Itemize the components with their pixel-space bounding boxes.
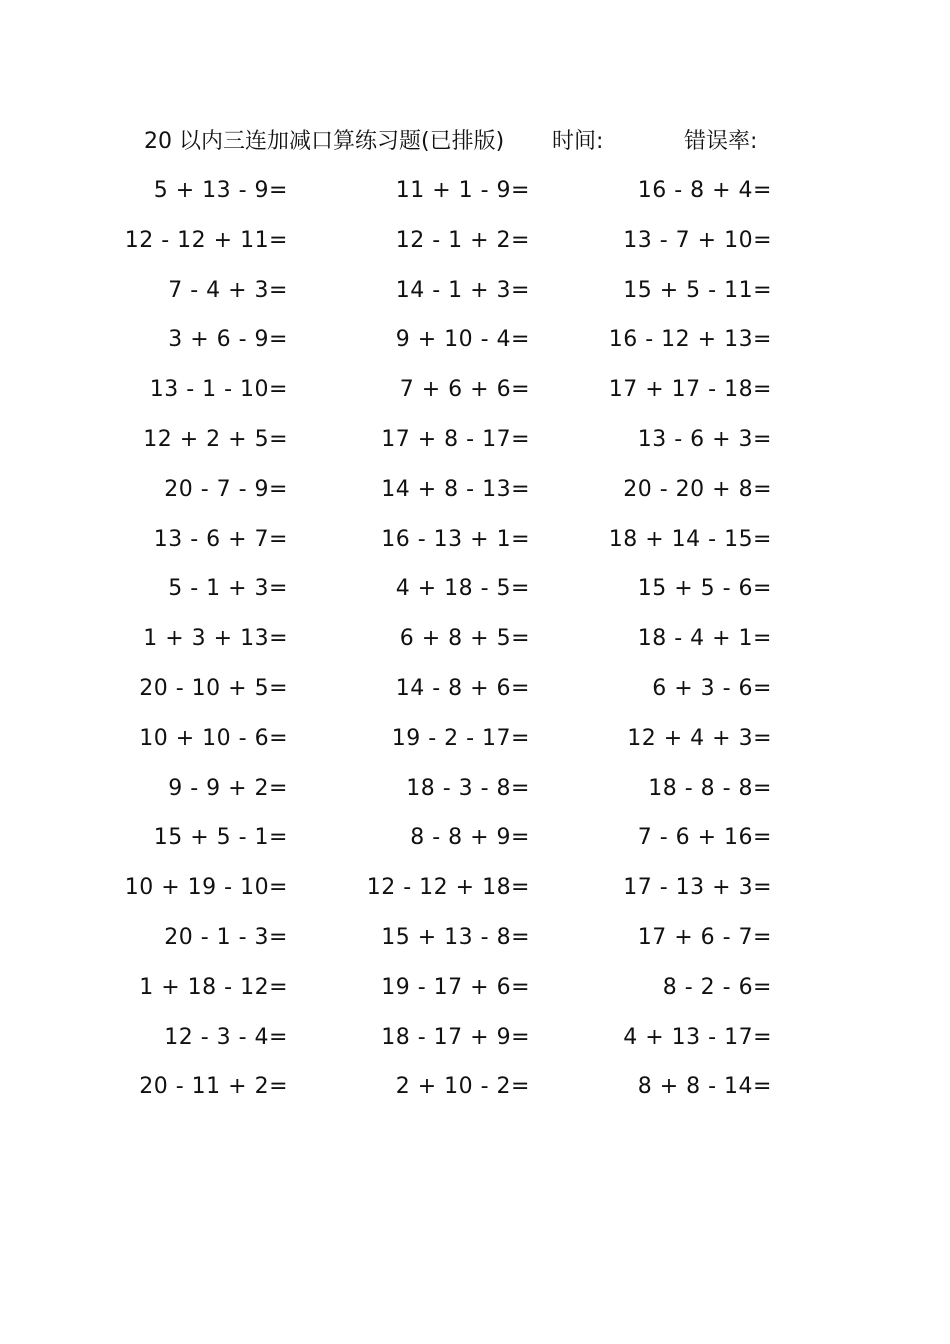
worksheet-title: 20 以内三连加减口算练习题(已排版) <box>144 129 505 154</box>
math-problem: 12 - 12 + 18= <box>366 875 530 901</box>
math-problem: 15 + 5 - 1= <box>153 825 288 851</box>
math-problem: 3 + 6 - 9= <box>168 327 288 353</box>
math-problem: 11 + 1 - 9= <box>395 178 530 203</box>
problem-row <box>0 623 950 673</box>
math-problem: 18 - 17 + 9= <box>381 1024 530 1050</box>
math-problem: 10 + 19 - 10= <box>124 875 288 901</box>
math-problem: 18 - 3 - 8= <box>406 775 530 801</box>
problem-row <box>0 773 950 823</box>
math-problem: 7 - 6 + 16= <box>637 825 772 851</box>
math-problem: 15 + 5 - 11= <box>623 277 772 303</box>
problem-row <box>0 922 950 972</box>
problem-row <box>0 822 950 872</box>
math-problem: 8 - 2 - 6= <box>662 974 772 1000</box>
math-problem: 13 - 7 + 10= <box>623 227 772 253</box>
math-problem: 6 + 3 - 6= <box>652 675 772 701</box>
math-problem: 17 + 6 - 7= <box>637 924 772 950</box>
math-problem: 16 - 12 + 13= <box>608 327 772 353</box>
math-problem: 20 - 20 + 8= <box>623 476 772 502</box>
math-problem: 20 - 7 - 9= <box>164 476 288 502</box>
math-problem: 9 + 10 - 4= <box>395 327 530 353</box>
problem-row <box>0 723 950 773</box>
time-label: 时间: <box>552 129 604 154</box>
problem-row <box>0 424 950 474</box>
problem-row <box>0 175 950 225</box>
math-problem: 18 - 8 - 8= <box>648 775 772 801</box>
math-problem: 12 - 1 + 2= <box>395 227 530 253</box>
math-problem: 14 + 8 - 13= <box>381 476 530 502</box>
problem-row <box>0 1022 950 1072</box>
math-problem: 1 + 18 - 12= <box>139 974 288 1000</box>
problem-row <box>0 673 950 723</box>
math-problem: 15 + 5 - 6= <box>637 576 772 602</box>
math-problem: 4 + 13 - 17= <box>623 1024 772 1050</box>
math-problem: 14 - 1 + 3= <box>395 277 530 303</box>
problem-row <box>0 872 950 922</box>
math-problem: 12 - 3 - 4= <box>164 1024 288 1050</box>
math-problem: 5 + 13 - 9= <box>153 178 288 203</box>
math-problem: 19 - 2 - 17= <box>391 725 530 751</box>
error-rate-label: 错误率: <box>684 129 758 154</box>
math-problem: 20 - 10 + 5= <box>139 675 288 701</box>
problem-row <box>0 275 950 325</box>
math-problem: 16 - 13 + 1= <box>381 526 530 552</box>
math-problem: 6 + 8 + 5= <box>399 626 530 652</box>
problem-row <box>0 225 950 275</box>
problem-grid <box>0 175 950 1121</box>
problem-row <box>0 374 950 424</box>
worksheet-header <box>144 126 844 158</box>
problem-row <box>0 573 950 623</box>
math-problem: 10 + 10 - 6= <box>139 725 288 751</box>
problem-row <box>0 524 950 574</box>
math-problem: 14 - 8 + 6= <box>395 675 530 701</box>
problem-row <box>0 474 950 524</box>
math-problem: 7 - 4 + 3= <box>168 277 288 303</box>
problem-row <box>0 972 950 1022</box>
math-problem: 2 + 10 - 2= <box>395 1074 530 1100</box>
math-problem: 17 - 13 + 3= <box>623 875 772 901</box>
math-problem: 18 + 14 - 15= <box>608 526 772 552</box>
math-problem: 19 - 17 + 6= <box>381 974 530 1000</box>
math-problem: 15 + 13 - 8= <box>381 924 530 950</box>
math-problem: 13 - 6 + 7= <box>153 526 288 552</box>
math-problem: 12 - 12 + 11= <box>124 227 288 253</box>
math-problem: 8 + 8 - 14= <box>637 1074 772 1100</box>
math-problem: 1 + 3 + 13= <box>143 626 288 652</box>
math-problem: 7 + 6 + 6= <box>399 377 530 403</box>
math-problem: 9 - 9 + 2= <box>168 775 288 801</box>
math-problem: 20 - 1 - 3= <box>164 924 288 950</box>
problem-row <box>0 324 950 374</box>
math-problem: 12 + 2 + 5= <box>143 426 288 452</box>
math-problem: 12 + 4 + 3= <box>627 725 772 751</box>
math-problem: 17 + 17 - 18= <box>608 377 772 403</box>
math-problem: 13 - 1 - 10= <box>149 377 288 403</box>
math-problem: 20 - 11 + 2= <box>139 1074 288 1100</box>
math-problem: 18 - 4 + 1= <box>637 626 772 652</box>
math-problem: 16 - 8 + 4= <box>637 178 772 203</box>
math-problem: 5 - 1 + 3= <box>168 576 288 602</box>
math-problem: 8 - 8 + 9= <box>410 825 530 851</box>
math-problem: 17 + 8 - 17= <box>381 426 530 452</box>
math-problem: 4 + 18 - 5= <box>395 576 530 602</box>
math-problem: 13 - 6 + 3= <box>637 426 772 452</box>
problem-row <box>0 1071 950 1121</box>
